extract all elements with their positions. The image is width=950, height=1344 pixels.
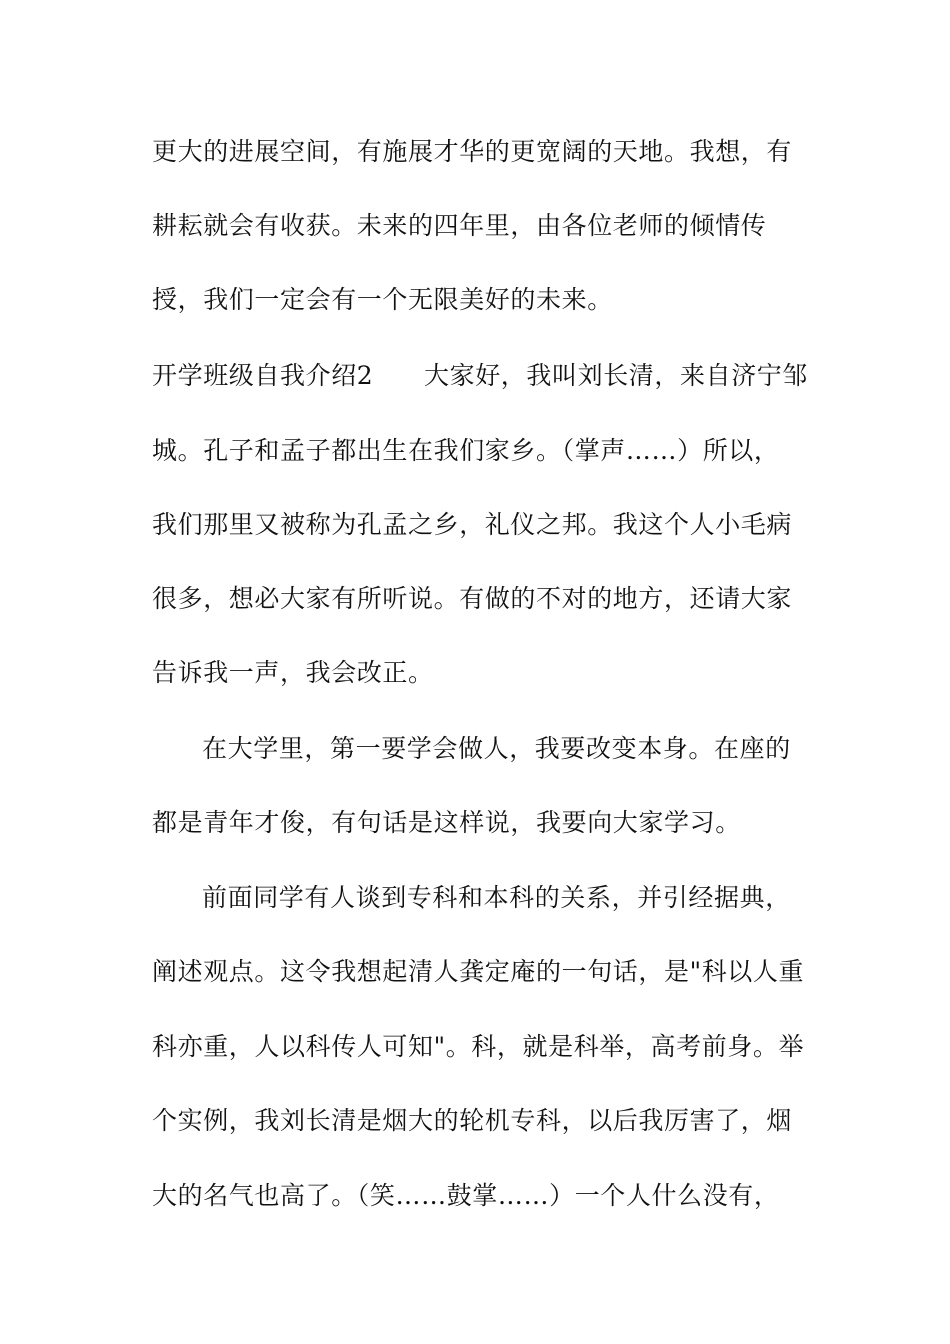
text-line: 大家好，我叫刘长清，来自济宁邹: [424, 361, 809, 390]
text-line: 在大学里，第一要学会做人，我要改变本身。在座的: [202, 734, 791, 763]
text-line: 很多，想必大家有所听说。有做的不对的地方，还请大家: [152, 584, 793, 613]
text-line: 大的名气也高了。（笑……鼓掌……）一个人什么没有，: [152, 1181, 780, 1210]
text-line: 耕耘就会有收获。未来的四年里，由各位老师的倾情传: [152, 211, 767, 240]
text-line: 更大的进展空间，有施展才华的更宽阔的天地。我想，有: [152, 137, 793, 166]
text-line: 城。孔子和孟子都出生在我们家乡。（掌声……）所以，: [152, 436, 780, 465]
section-heading-row: [152, 360, 809, 392]
text-line: 告诉我一声，我会改正。: [152, 658, 434, 687]
section-title: 开学班级自我介绍2: [152, 361, 374, 390]
text-line: 科亦重，人以科传人可知"。科，就是科举，高考前身。举: [152, 1032, 805, 1061]
text-line: 前面同学有人谈到专科和本科的关系，并引经据典，: [202, 883, 791, 912]
text-line: 个实例，我刘长清是烟大的轮机专科，以后我厉害了，烟: [152, 1106, 793, 1135]
text-line: 我们那里又被称为孔孟之乡，礼仪之邦。我这个人小毛病: [152, 510, 793, 539]
text-line: 都是青年才俊，有句话是这样说，我要向大家学习。: [152, 808, 741, 837]
text-line: 阐述观点。这令我想起清人龚定庵的一句话，是"科以人重: [152, 957, 805, 986]
text-line: 授，我们一定会有一个无限美好的未来。: [152, 285, 613, 314]
